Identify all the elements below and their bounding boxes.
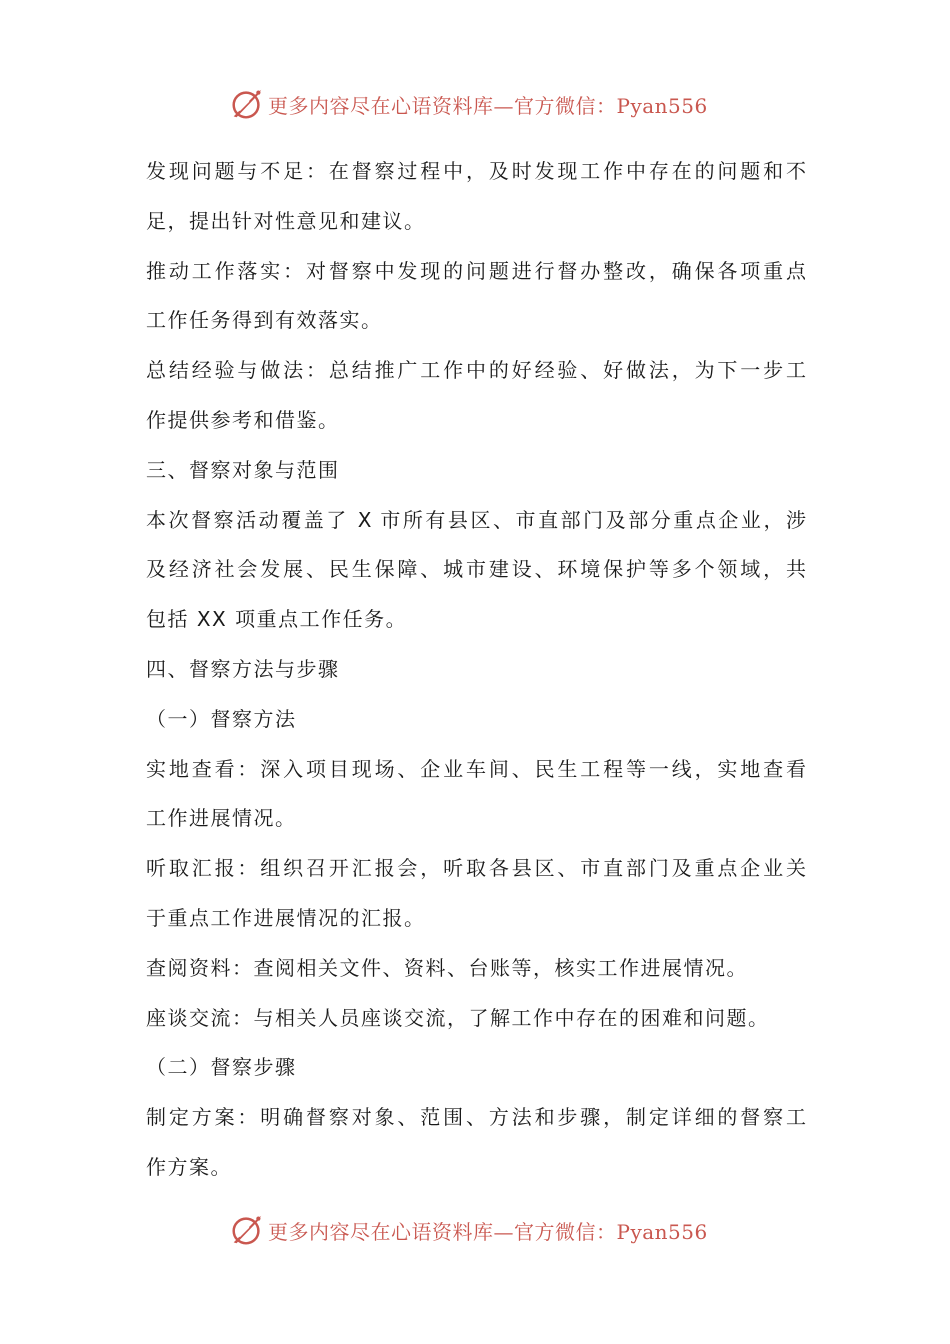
section-heading: 四、督察方法与步骤: [146, 656, 340, 681]
watermark-wechat: 官方微信：Pyan556: [514, 93, 708, 118]
paragraph-line: 作提供参考和借鉴。: [146, 407, 340, 432]
paragraph-line: 座谈交流：与相关人员座谈交流，了解工作中存在的困难和问题。: [146, 1005, 770, 1030]
paragraph-line: 总结经验与做法：总结推广工作中的好经验、好做法，为下一步工: [146, 358, 806, 383]
paragraph-line: 包括 XX 项重点工作任务。: [146, 607, 408, 632]
watermark-separator: —: [493, 1219, 514, 1244]
paragraph-line: 听取汇报：组织召开汇报会，听取各县区、市直部门及重点企业关: [146, 856, 806, 881]
paragraph-line: 作方案。: [146, 1154, 232, 1179]
paragraph-line: 实地查看：深入项目现场、企业车间、民生工程等一线，实地查看: [146, 756, 806, 781]
watermark-header: [228, 84, 708, 124]
paragraph-line: 本次督察活动覆盖了 X 市所有县区、市直部门及部分重点企业，涉: [146, 507, 806, 532]
watermark-wechat: 官方微信：Pyan556: [514, 1219, 708, 1244]
watermark-brand: 更多内容尽在心语资料库: [268, 1219, 494, 1244]
watermark-text: [268, 90, 708, 119]
watermark-footer: [228, 1210, 708, 1250]
paragraph-line: 发现问题与不足：在督察过程中，及时发现工作中存在的问题和不: [146, 159, 806, 183]
paragraph-line: 足，提出针对性意见和建议。: [146, 208, 426, 233]
paragraph-line: 推动工作落实：对督察中发现的问题进行督办整改，确保各项重点: [146, 258, 806, 283]
paragraph-line: 于重点工作进展情况的汇报。: [146, 905, 426, 930]
paragraph-line: 及经济社会发展、民生保障、城市建设、环境保护等多个领域，共: [146, 557, 806, 582]
paragraph-line: 工作进展情况。: [146, 806, 297, 831]
pen-logo-icon: [228, 85, 266, 123]
watermark-separator: —: [493, 93, 514, 118]
watermark-text: [268, 1216, 708, 1245]
watermark-brand: 更多内容尽在心语资料库: [268, 93, 494, 118]
document-body: [146, 147, 806, 1193]
paragraph-line: 制定方案：明确督察对象、范围、方法和步骤，制定详细的督察工: [146, 1105, 806, 1130]
subsection-heading: （一）督察方法: [146, 706, 297, 731]
pen-logo-icon: [228, 1211, 266, 1249]
paragraph-line: 查阅资料：查阅相关文件、资料、台账等，核实工作进展情况。: [146, 955, 748, 980]
section-heading: 三、督察对象与范围: [146, 457, 340, 482]
paragraph-line: 工作任务得到有效落实。: [146, 308, 383, 333]
subsection-heading: （二）督察步骤: [146, 1055, 297, 1080]
